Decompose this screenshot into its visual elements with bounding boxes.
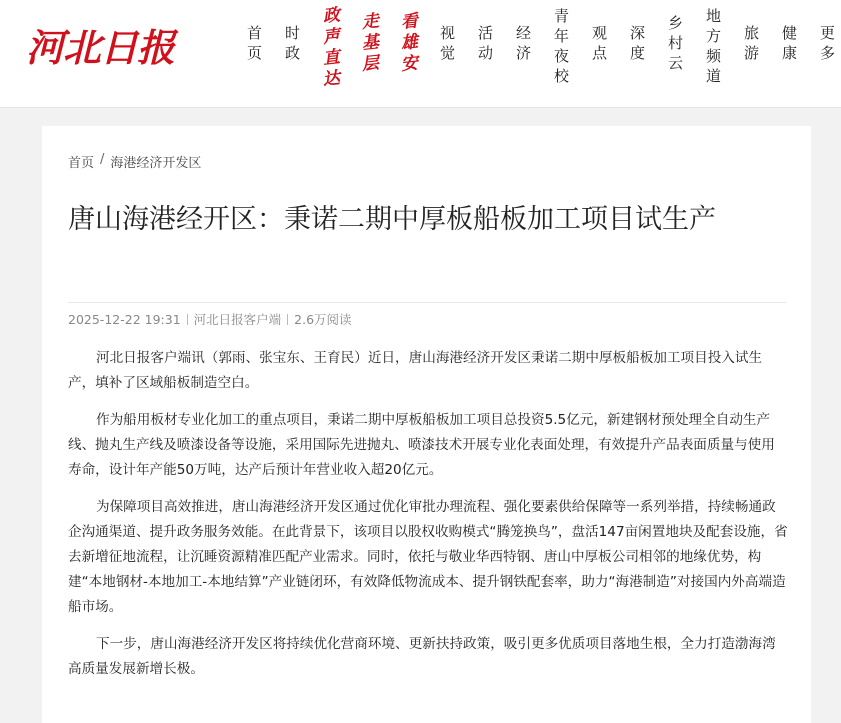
nav-item[interactable]: 政 声 直 达 xyxy=(321,5,341,90)
nav-item[interactable]: 青 年 夜 校 xyxy=(553,7,569,85)
article-title: 唐山海港经开区：秉诺二期中厚板船板加工项目试生产 xyxy=(68,204,716,235)
breadcrumb xyxy=(68,152,201,171)
nav-item[interactable]: 健 康 xyxy=(781,24,797,62)
nav-item[interactable]: 看 雄 安 xyxy=(399,10,419,75)
publish-date: 2025-12-22 19:31 xyxy=(68,311,181,327)
breadcrumb-home[interactable]: 首页 xyxy=(68,156,95,171)
nav-item[interactable]: 更 多 xyxy=(819,24,835,62)
meta-divider xyxy=(287,314,288,325)
nav-item[interactable]: 首 页 xyxy=(246,24,262,62)
article-meta xyxy=(68,310,352,328)
site-header xyxy=(0,0,841,108)
article-card xyxy=(42,126,811,723)
site-logo[interactable]: 河北日报 xyxy=(26,24,175,70)
nav-item[interactable]: 走 基 层 xyxy=(360,10,380,75)
article-paragraph: 作为船用板材专业化加工的重点项目，秉诺二期中厚板船板加工项目总投资5.5亿元，新建钢材预处理全自动生产线、抛丸生产线及喷漆设备等设施，采用国际先进抛丸、喷漆技术开展专业化表面处理，有效提升产品表面质量与使用寿命，设计年产能50万吨，达产后预计年营业收入超20亿元。 xyxy=(68,412,775,478)
article-paragraph: 河北日报客户端讯（郭雨、张宝东、王育民）近日，唐山海港经济开发区秉诺二期中厚板船板加工项目投入试生产，填补了区域船板制造空白。 xyxy=(68,350,763,391)
nav-item[interactable]: 经 济 xyxy=(515,24,531,62)
nav-item[interactable]: 活 动 xyxy=(477,24,493,62)
nav-item[interactable]: 观 点 xyxy=(591,24,607,62)
article-source: 河北日报客户端 xyxy=(193,312,282,327)
nav-item[interactable]: 地 方 频 道 xyxy=(705,7,721,85)
nav-item[interactable]: 旅 游 xyxy=(743,24,759,62)
article-paragraph: 下一步，唐山海港经济开发区将持续优化营商环境、更新扶持政策，吸引更多优质项目落地生根，全力打造渤海湾高质量发展新增长极。 xyxy=(68,636,776,677)
article-body xyxy=(68,346,788,694)
nav-item[interactable]: 深 度 xyxy=(629,24,645,62)
meta-divider xyxy=(187,314,188,325)
breadcrumb-separator: / xyxy=(100,152,105,167)
main-nav xyxy=(236,6,841,90)
nav-item[interactable]: 视 觉 xyxy=(439,24,455,62)
title-divider xyxy=(68,302,786,303)
nav-item[interactable]: 乡 村 云 xyxy=(667,14,683,72)
nav-item[interactable]: 时 政 xyxy=(284,24,300,62)
breadcrumb-section[interactable]: 海港经济开发区 xyxy=(110,156,202,171)
read-count: 2.6万阅读 xyxy=(294,312,352,327)
article-paragraph: 为保障项目高效推进，唐山海港经济开发区通过优化审批办理流程、强化要素供给保障等一系列举措，持续畅通政企沟通渠道、提升政务服务效能。在此背景下，该项目以股权收购模式“腾笼换鸟”，盘活147亩闲置地块及配套设施，省去新增征地流程，让沉睡资源精准匹配产业需求。同时，依托与敬业华西特钢、唐山中厚板公司相邻的地缘优势，构建“本地钢材-本地加工-本地结算”产业链闭环，有效降低物流成本、提升钢铁配套率，助力“海港制造”对接国内外高端造船市场。 xyxy=(68,499,788,615)
